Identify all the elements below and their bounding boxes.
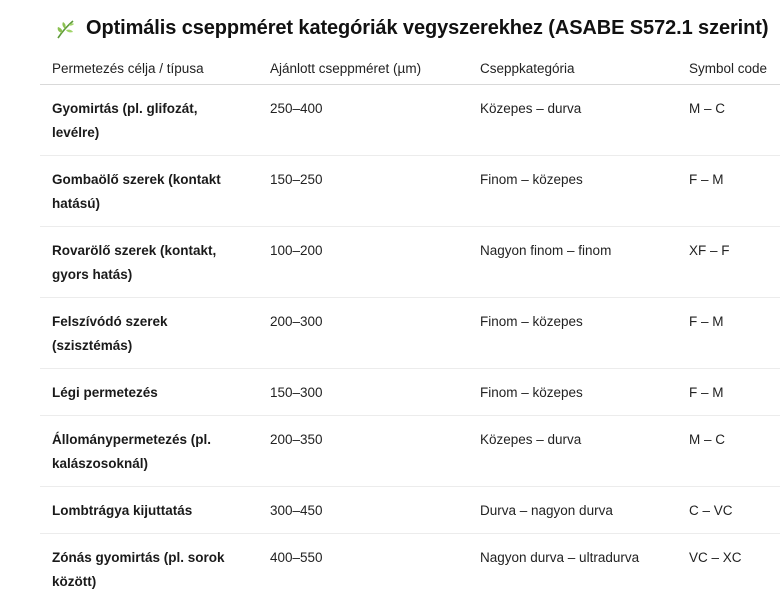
droplet-size-cell: 150–300 [258,369,468,416]
category-cell: Közepes – durva [468,416,677,487]
droplet-size-cell: 200–300 [258,298,468,369]
droplet-size-cell: 400–550 [258,534,468,604]
category-cell: Nagyon durva – ultradurva [468,534,677,604]
column-header: Permetezés célja / típusa [40,52,258,85]
category-cell: Közepes – durva [468,85,677,156]
table-row [40,156,780,227]
page-heading [54,17,768,40]
table-row [40,487,780,534]
page-title: Optimális cseppméret kategóriák vegyszerekhez (ASABE S572.1 szerint) [86,17,768,40]
purpose-cell: Légi permetezés [40,369,258,416]
column-header: Cseppkategória [468,52,677,85]
droplet-size-cell: 300–450 [258,487,468,534]
table-row [40,369,780,416]
table-row [40,227,780,298]
category-cell: Finom – közepes [468,156,677,227]
droplet-size-cell: 100–200 [258,227,468,298]
category-cell: Nagyon finom – finom [468,227,677,298]
symbol-code-cell: VC – XC [677,534,780,604]
symbol-code-cell: M – C [677,416,780,487]
symbol-code-cell: XF – F [677,227,780,298]
table-row [40,534,780,604]
purpose-cell: Rovarölő szerek (kontakt, gyors hatás) [40,227,258,298]
droplet-size-cell: 200–350 [258,416,468,487]
purpose-cell: Gombaölő szerek (kontakt hatású) [40,156,258,227]
droplet-size-table [40,52,780,604]
symbol-code-cell: M – C [677,85,780,156]
table-row [40,85,780,156]
symbol-code-cell: F – M [677,298,780,369]
table-row [40,416,780,487]
herb-leaf-icon [54,18,76,40]
purpose-cell: Lombtrágya kijuttatás [40,487,258,534]
category-cell: Finom – közepes [468,298,677,369]
symbol-code-cell: F – M [677,369,780,416]
droplet-size-cell: 250–400 [258,85,468,156]
table-header-row [40,52,780,85]
purpose-cell: Felszívódó szerek (szisztémás) [40,298,258,369]
purpose-cell: Zónás gyomirtás (pl. sorok között) [40,534,258,604]
purpose-cell: Gyomirtás (pl. glifozát, levélre) [40,85,258,156]
symbol-code-cell: C – VC [677,487,780,534]
droplet-size-cell: 150–250 [258,156,468,227]
column-header: Ajánlott cseppméret (µm) [258,52,468,85]
column-header: Symbol code [677,52,780,85]
symbol-code-cell: F – M [677,156,780,227]
category-cell: Finom – közepes [468,369,677,416]
purpose-cell: Állománypermetezés (pl. kalászosoknál) [40,416,258,487]
table-row [40,298,780,369]
category-cell: Durva – nagyon durva [468,487,677,534]
